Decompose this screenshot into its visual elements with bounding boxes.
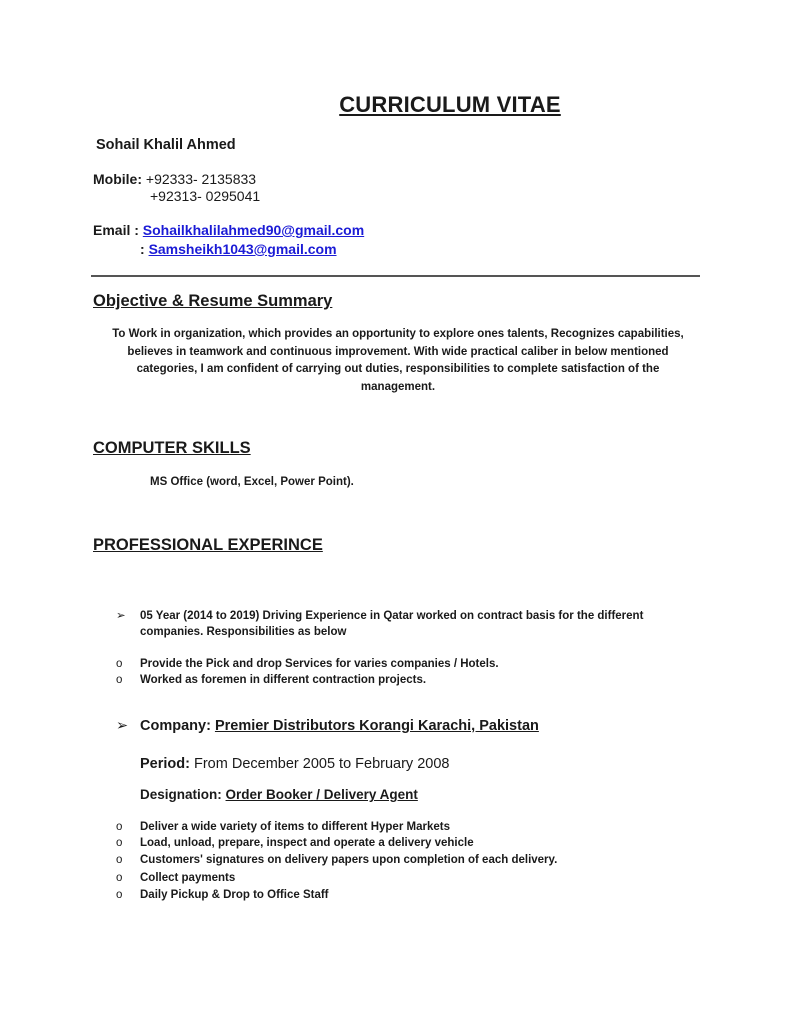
email-label: Email : <box>93 222 139 238</box>
list-item <box>116 656 499 672</box>
mobile-number-1: +92333- 2135833 <box>145 171 257 187</box>
circle-bullet-icon: o <box>116 821 123 833</box>
objective-heading: Objective & Resume Summary <box>93 292 333 310</box>
objective-text: To Work in organization, which provides an opportunity to explore ones talents, Recognizes capabilities, believes in teamwork and continuous improvement. With wide practical caliber in below mentioned categories, I am confident of carrying out duties, responsibilities to complete satisfaction of the management. <box>112 328 684 393</box>
skills-heading: COMPUTER SKILLS <box>93 439 251 457</box>
qatar-experience <box>116 608 680 640</box>
list-item <box>116 852 558 868</box>
circle-bullet-icon: o <box>116 658 123 670</box>
email-link-2[interactable]: Samsheikh1043@gmail.com <box>148 241 337 257</box>
list-item-text: Deliver a wide variety of items to different Hyper Markets <box>140 821 450 833</box>
circle-bullet-icon: o <box>116 854 123 866</box>
list-item-text: Worked as foremen in different contraction projects. <box>140 674 427 686</box>
arrow-bullet-icon: ➢ <box>116 610 126 622</box>
list-item <box>116 887 329 903</box>
list-item <box>116 672 427 688</box>
list-item-text: Collect payments <box>140 872 236 884</box>
company-label: Company: <box>140 718 211 734</box>
document-title: CURRICULUM VITAE <box>339 92 561 117</box>
list-item <box>116 870 236 886</box>
qatar-experience-text: 05 Year (2014 to 2019) Driving Experience in Qatar worked on contract basis for the different companies. Responsibilities as below <box>140 610 644 638</box>
email-block <box>93 221 364 259</box>
circle-bullet-icon: o <box>116 837 123 849</box>
circle-bullet-icon: o <box>116 674 123 686</box>
circle-bullet-icon: o <box>116 872 123 884</box>
designation-value: Order Booker / Delivery Agent <box>225 787 418 802</box>
candidate-name: Sohail Khalil Ahmed <box>96 137 236 153</box>
mobile-block <box>93 171 260 205</box>
skills-text: MS Office (word, Excel, Power Point). <box>150 476 354 488</box>
list-item-text: Customers' signatures on delivery papers upon completion of each delivery. <box>140 854 558 866</box>
list-item-text: Provide the Pick and drop Services for varies companies / Hotels. <box>140 658 499 670</box>
list-item-text: Load, unload, prepare, inspect and operate a delivery vehicle <box>140 837 474 849</box>
arrow-bullet-icon: ➢ <box>116 718 129 734</box>
company-line <box>116 718 539 734</box>
list-item <box>116 835 474 851</box>
period-label: Period: <box>140 756 190 772</box>
mobile-number-2: +92313- 0295041 <box>150 188 261 204</box>
list-item-text: Daily Pickup & Drop to Office Staff <box>140 889 329 901</box>
header-divider <box>91 275 700 277</box>
designation-label: Designation: <box>140 787 222 802</box>
company-name: Premier Distributors Korangi Karachi, Pakistan <box>214 718 539 734</box>
period-line <box>140 756 449 772</box>
email-link-1[interactable]: Sohailkhalilahmed90@gmail.com <box>142 222 365 238</box>
mobile-label: Mobile: <box>93 171 142 187</box>
period-value: From December 2005 to February 2008 <box>193 756 450 772</box>
designation-line <box>140 787 418 802</box>
list-item <box>116 819 450 835</box>
circle-bullet-icon: o <box>116 889 123 901</box>
experience-heading: PROFESSIONAL EXPERINCE <box>93 536 323 554</box>
email-separator: : <box>140 241 145 257</box>
